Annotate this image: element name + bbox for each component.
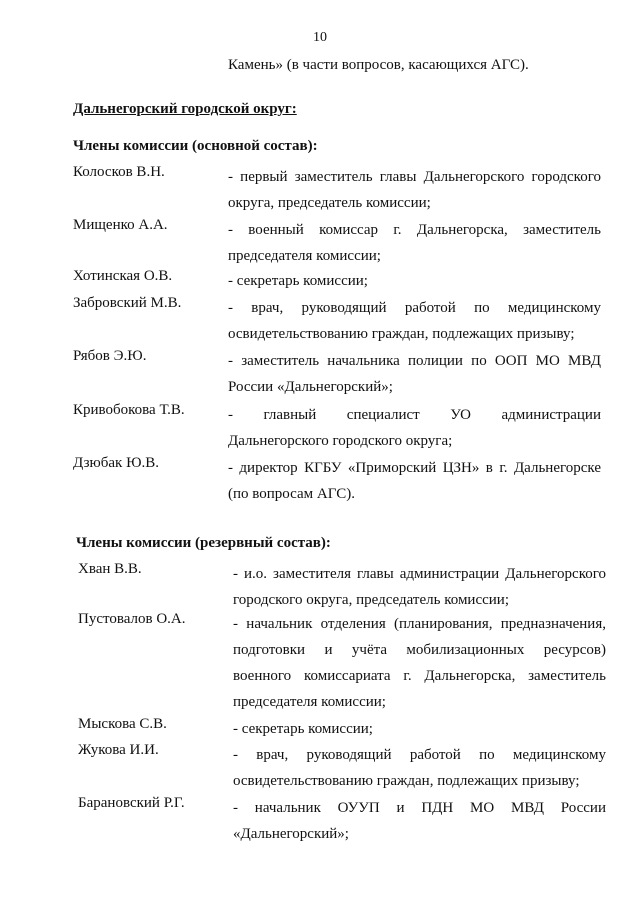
member-role [233,611,606,715]
district-heading: Дальнегорский городской округ: [73,101,297,117]
reserve-composition-heading: Члены комиссии (резервный состав): [76,535,331,551]
member-role [228,348,601,400]
member-role [228,268,601,294]
member-name: Кривобокова Т.В. [73,402,185,418]
member-role [233,716,606,742]
role-line: городского округа, председатель комиссии; [233,592,509,608]
role-line: - врач, руководящий работой по медицинскому [233,747,606,763]
role-line: освидетельствованию граждан, подлежащих призыву; [233,773,580,789]
role-line: освидетельствованию граждан, подлежащих призыву; [228,326,575,342]
role-line: - секретарь комиссии; [233,721,373,737]
member-role [233,561,606,613]
member-role [228,217,601,269]
role-line: России «Дальнегорский»; [228,379,393,395]
role-line: - врач, руководящий работой по медицинскому [228,300,601,316]
role-line: - заместитель начальника полиции по ООП МО МВД [228,353,601,369]
main-composition-heading: Члены комиссии (основной состав): [73,138,318,154]
role-line: «Дальнегорский»; [233,826,349,842]
member-name: Дзюбак Ю.В. [73,455,159,471]
role-line: - начальник отделения (планирования, предназначения, [233,616,606,632]
role-line: военного комиссариата г. Дальнегорска, заместитель [233,668,606,684]
member-name: Пустовалов О.А. [78,611,186,627]
page-number: 10 [313,30,327,45]
role-line: - начальник ОУУП и ПДН МО МВД России [233,800,606,816]
member-name: Хотинская О.В. [73,268,173,284]
continuation-text: Камень» (в части вопросов, касающихся АГС). [228,57,529,73]
member-name: Забровский М.В. [73,295,182,311]
member-role [228,455,601,507]
role-line: - первый заместитель главы Дальнегорского городского [228,169,601,185]
role-line: - главный специалист УО администрации [228,407,601,423]
member-name: Барановский Р.Г. [78,795,185,811]
member-name: Хван В.В. [78,561,142,577]
member-name: Мищенко А.А. [73,217,168,233]
role-line: - военный комиссар г. Дальнегорска, заместитель [228,222,601,238]
role-line: округа, председатель комиссии; [228,195,431,211]
member-role [228,164,601,216]
role-line: председателя комиссии; [228,248,381,264]
role-line: - секретарь комиссии; [228,273,368,289]
member-role [228,402,601,454]
role-line: председателя комиссии; [233,694,386,710]
member-name: Мыскова С.В. [78,716,167,732]
member-role [233,795,606,847]
member-role [233,742,606,794]
member-name: Колосков В.Н. [73,164,165,180]
member-role [228,295,601,347]
role-line: - директор КГБУ «Приморский ЦЗН» в г. Дальнегорске [228,460,601,476]
member-name: Жукова И.И. [78,742,159,758]
role-line: - и.о. заместителя главы администрации Дальнегорского [233,566,606,582]
role-line: подготовки и учёта мобилизационных ресурсов) [233,642,606,658]
role-line: Дальнегорского городского округа; [228,433,453,449]
member-name: Рябов Э.Ю. [73,348,147,364]
role-line: (по вопросам АГС). [228,486,355,502]
